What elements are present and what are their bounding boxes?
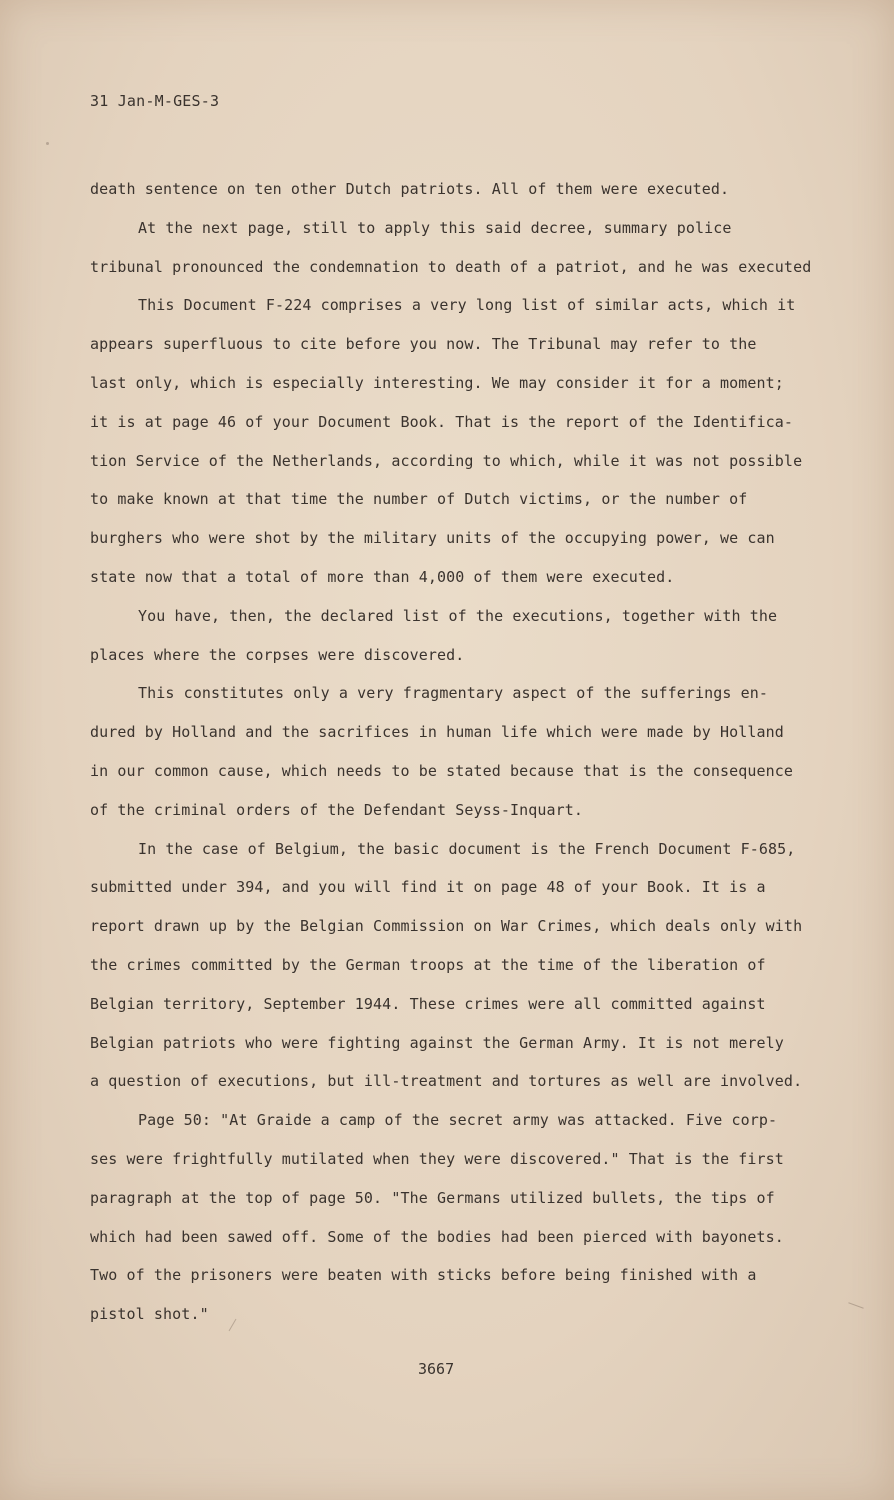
text-line: the crimes committed by the German troops at the time of the liberation of — [90, 955, 766, 974]
text-line: Belgian territory, September 1944. These crimes were all committed against — [90, 994, 766, 1013]
document-body — [90, 170, 850, 1334]
text-line: burghers who were shot by the military units of the occupying power, we can — [90, 529, 775, 548]
text-line: ses were frightfully mutilated when they were discovered." That is the first — [90, 1149, 784, 1168]
text-line: This constitutes only a very fragmentary aspect of the sufferings en- — [138, 684, 769, 703]
text-line: places where the corpses were discovered. — [90, 645, 465, 664]
paper-speck — [46, 142, 49, 145]
text-line: tion Service of the Netherlands, according to which, while it was not possible — [90, 451, 803, 470]
text-line: report drawn up by the Belgian Commission on War Crimes, which deals only with — [90, 917, 803, 936]
text-line: tribunal pronounced the condemnation to death of a patriot, and he was executed — [90, 257, 812, 276]
text-line: to make known at that time the number of Dutch victims, or the number of — [90, 490, 748, 509]
text-line: Page 50: "At Graide a camp of the secret army was attacked. Five corp- — [138, 1111, 778, 1130]
text-line: dured by Holland and the sacrifices in human life which were made by Holland — [90, 723, 784, 742]
text-line: Belgian patriots who were fighting against the German Army. It is not merely — [90, 1033, 784, 1052]
text-line: At the next page, still to apply this said decree, summary police — [138, 218, 732, 237]
text-line: a question of executions, but ill-treatment and tortures as well are involved. — [90, 1072, 803, 1091]
text-line: it is at page 46 of your Document Book. That is the report of the Identifica- — [90, 412, 794, 431]
text-line: last only, which is especially interesting. We may consider it for a moment; — [90, 373, 784, 392]
text-line: Two of the prisoners were beaten with sticks before being finished with a — [90, 1266, 757, 1285]
text-line: in our common cause, which needs to be stated because that is the consequence — [90, 761, 794, 780]
paper-scratch — [848, 1302, 863, 1308]
text-line: paragraph at the top of page 50. "The Germans utilized bullets, the tips of — [90, 1188, 775, 1207]
document-reference: 31 Jan-M-GES-3 — [90, 92, 220, 110]
text-line: You have, then, the declared list of the executions, together with the — [138, 606, 778, 625]
text-line: which had been sawed off. Some of the bodies had been pierced with bayonets. — [90, 1227, 784, 1246]
text-line: pistol shot." — [90, 1305, 209, 1324]
page-number: 3667 — [418, 1360, 455, 1378]
text-line: This Document F-224 comprises a very long list of similar acts, which it — [138, 296, 796, 315]
text-line: of the criminal orders of the Defendant Seyss-Inquart. — [90, 800, 584, 819]
text-line: death sentence on ten other Dutch patriots. All of them were executed. — [90, 180, 730, 198]
text-line: In the case of Belgium, the basic document is the French Document F-685, — [138, 839, 796, 858]
text-line: submitted under 394, and you will find it on page 48 of your Book. It is a — [90, 878, 766, 897]
text-line: state now that a total of more than 4,000 of them were executed. — [90, 567, 675, 586]
text-line: appears superfluous to cite before you now. The Tribunal may refer to the — [90, 335, 757, 354]
